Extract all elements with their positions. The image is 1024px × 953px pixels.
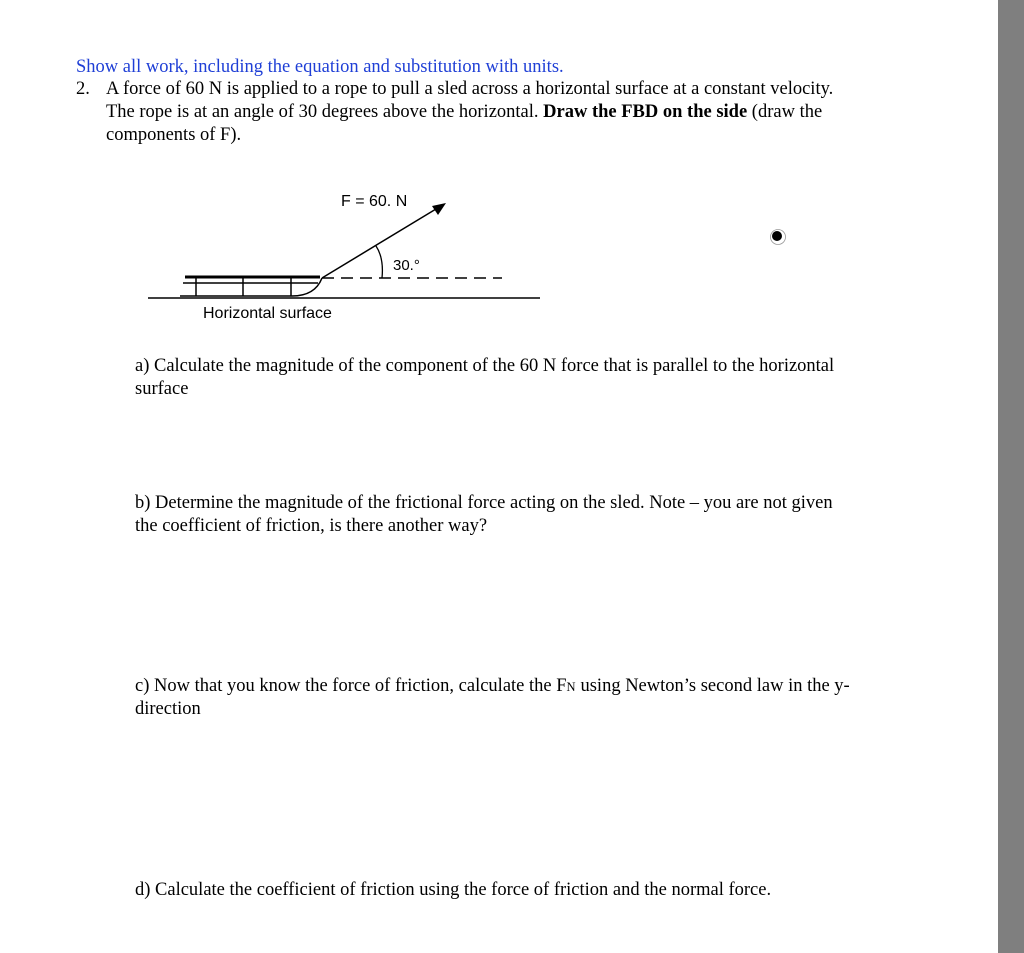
sled-diagram xyxy=(140,180,560,330)
question-b-line-1: b) Determine the magnitude of the frictional force acting on the sled. Note – you are not given xyxy=(135,493,833,513)
angle-label: 30.° xyxy=(393,257,420,274)
question-d-line-1: d) Calculate the coefficient of friction using the force of friction and the normal force. xyxy=(135,880,772,900)
vertical-scrollbar[interactable] xyxy=(998,0,1024,953)
question-b-line-2: the coefficient of friction, is there another way? xyxy=(135,516,488,536)
normal-force-subscript: N xyxy=(566,680,576,694)
problem-line-2-bold: Draw the FBD on the side xyxy=(543,102,748,122)
angle-arc xyxy=(376,246,382,278)
problem-line-2-text-a: The rope is at an angle of 30 degrees above the horizontal. xyxy=(106,102,544,122)
force-label: F = 60. N xyxy=(341,193,408,210)
problem-number: 2. xyxy=(76,79,90,99)
force-arrowhead-icon xyxy=(432,203,446,215)
question-a-line-1: a) Calculate the magnitude of the component of the 60 N force that is parallel to the horizontal xyxy=(135,356,835,376)
question-c-line-2: direction xyxy=(135,699,201,719)
question-a-line-2: surface xyxy=(135,379,189,399)
problem-line-2 xyxy=(106,101,822,124)
surface-label: Horizontal surface xyxy=(203,305,332,322)
question-c-text-pre: c) Now that you know the force of friction, calculate the F xyxy=(135,676,567,696)
mouse-cursor-icon xyxy=(769,228,787,246)
problem-line-3: components of F). xyxy=(106,125,242,145)
question-c-line-1 xyxy=(135,675,850,699)
problem-line-1: A force of 60 N is applied to a rope to pull a sled across a horizontal surface at a constant velocity. xyxy=(106,79,834,99)
sled-figure xyxy=(180,277,322,296)
problem-line-2-text-b: (draw the xyxy=(747,102,823,122)
instructions-text: Show all work, including the equation and substitution with units. xyxy=(76,57,564,77)
question-c-text-post: using Newton’s second law in the y- xyxy=(575,676,850,696)
